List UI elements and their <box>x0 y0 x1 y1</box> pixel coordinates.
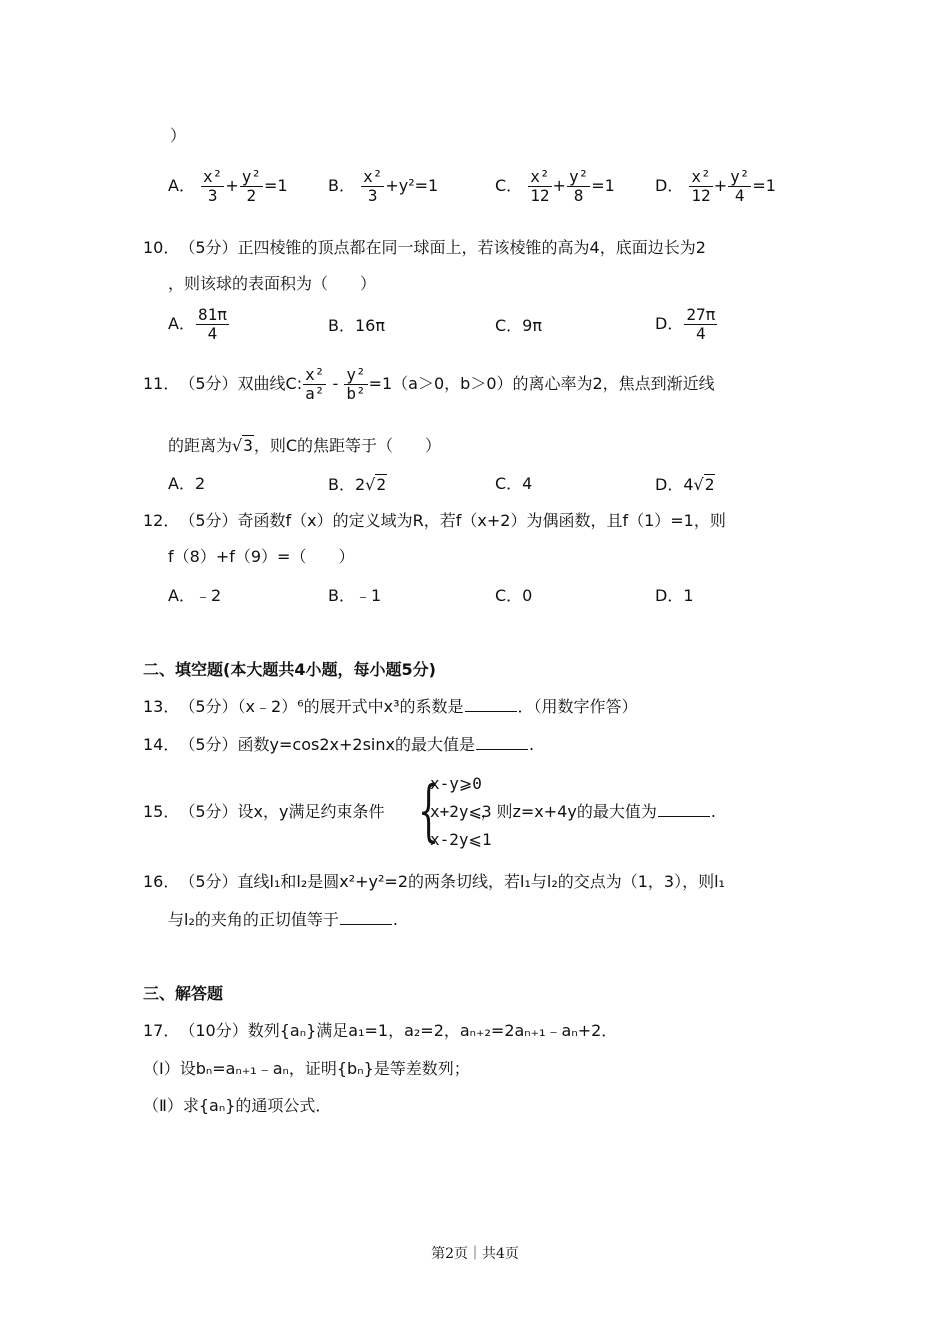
q10-option-c: C．9π <box>495 316 542 335</box>
q11-option-c: C．4 <box>495 474 533 493</box>
q16-stem-line1: 16． （5分）直线l₁和l₂是圆x²+y²=2的两条切线，若l₁与l₂的交点为（1，3），则l₁ <box>143 872 725 891</box>
fraction: $\frac{\text{x²}}{3}$ <box>363 167 383 205</box>
q9-option-b: B． $\frac{\text{x²}}{3}$ +y²=1 <box>328 167 439 205</box>
q11-option-a: A．2 <box>168 474 206 493</box>
answer-blank <box>658 802 710 817</box>
q15-stem: 15． （5分）设x，y满足约束条件 ，则z=x+4y的最大值为 . <box>143 802 716 821</box>
answer-blank <box>340 910 392 925</box>
fraction: $\frac{\text{x²}}{12}$ <box>691 167 711 205</box>
fraction: $\frac{27\pi}{4}$ <box>686 305 716 343</box>
q12-stem-line2: f（8）+f（9）=（ ） <box>168 547 355 566</box>
q17-stem: 17． （10分）数列{aₙ}满足a₁=1，a₂=2，aₙ₊₂=2aₙ₊₁﹣aₙ+2． <box>143 1021 618 1040</box>
sqrt-icon: √ <box>365 475 376 494</box>
q12-option-d: D．1 <box>655 586 694 605</box>
q12-stem-line1: 12． （5分）奇函数f（x）的定义域为R，若f（x+2）为偶函数，且f（1）=1，则 <box>143 511 726 530</box>
q16-stem-line2: 与l₂的夹角的正切值等于 . <box>168 910 398 929</box>
fraction: $\frac{\text{y²}}{\text{b²}}$ <box>346 365 366 403</box>
fraction: $\frac{\text{x²}}{12}$ <box>530 167 550 205</box>
constraint-3: x-2y⩽1 <box>430 830 492 849</box>
fraction: $\frac{\text{y²}}{4}$ <box>730 167 750 205</box>
fraction: $\frac{\text{x²}}{3}$ <box>203 167 223 205</box>
q11-option-b: B．2√2 <box>328 475 387 494</box>
constraint-2: x+2y⩽3 <box>430 802 492 821</box>
q12-option-a: A．﹣2 <box>168 586 222 605</box>
left-brace-icon: { <box>418 772 439 849</box>
answer-blank <box>476 735 528 750</box>
answer-blank <box>465 697 517 712</box>
q9-option-d: D． $\frac{\text{x²}}{12}$ + $\frac{\text{y²}}{4}$ =1 <box>655 167 776 205</box>
q17-part-2: （Ⅱ）求{aₙ}的通项公式． <box>143 1096 332 1115</box>
q14-stem: 14． （5分）函数y=cos2x+2sinx的最大值是 . <box>143 735 535 754</box>
q10-option-d: D． $\frac{27\pi}{4}$ <box>655 305 716 343</box>
q10-option-b: B．16π <box>328 316 385 335</box>
fraction: $\frac{\text{y²}}{8}$ <box>568 167 589 205</box>
q10-stem-line2: ，则该球的表面积为（ ） <box>168 274 377 293</box>
section-heading-fill-in: 二、填空题(本大题共4小题，每小题5分) <box>143 660 436 679</box>
constraint-1: x-y⩾0 <box>430 774 482 793</box>
q17-part-1: （Ⅰ）设bₙ=aₙ₊₁﹣aₙ，证明{bₙ}是等差数列； <box>143 1059 470 1078</box>
fraction: $\frac{81\pi}{4}$ <box>197 305 227 343</box>
sqrt-icon: √ <box>232 436 243 455</box>
q10-stem-line1: 10． （5分）正四棱锥的顶点都在同一球面上，若该棱锥的高为4，底面边长为2 <box>143 238 706 257</box>
q11-option-d: D．4√2 <box>655 475 715 494</box>
q12-option-c: C．0 <box>495 586 533 605</box>
q9-option-a: A． $\frac{\text{x²}}{3}$ + $\frac{\text{y²}}{2}$ =1 <box>168 167 288 205</box>
fraction: $\frac{\text{y²}}{2}$ <box>241 167 261 205</box>
fraction: $\frac{\text{x²}}{\text{a²}}$ <box>305 365 325 403</box>
q10-option-a: A． $\frac{81\pi}{4}$ <box>168 305 227 343</box>
q13-stem: 13． （5分）（x﹣2）⁶的展开式中x³的系数是 ．（用数字作答） <box>143 697 638 716</box>
q11-stem-line1: 11． （5分）双曲线C: $\frac{\text{x²}}{\text{a²}}$ - $\frac{\text{y²}}{\text{b²}}$ =1（a＞0，b＞0）的离心率为2，焦点到渐近线 <box>143 365 715 403</box>
section-heading-solutions: 三、解答题 <box>143 984 224 1003</box>
q12-option-b: B．﹣1 <box>328 586 382 605</box>
question-9-tail: ） <box>170 126 187 145</box>
q11-stem-line2: 的距离为√3，则C的焦距等于（ ） <box>168 436 442 455</box>
q9-option-c: C． $\frac{\text{x²}}{12}$ + $\frac{\text{y²}}{8}$ =1 <box>495 167 615 205</box>
sqrt-icon: √ <box>693 475 704 494</box>
page-footer: 第2页｜共4页 <box>431 1246 519 1262</box>
